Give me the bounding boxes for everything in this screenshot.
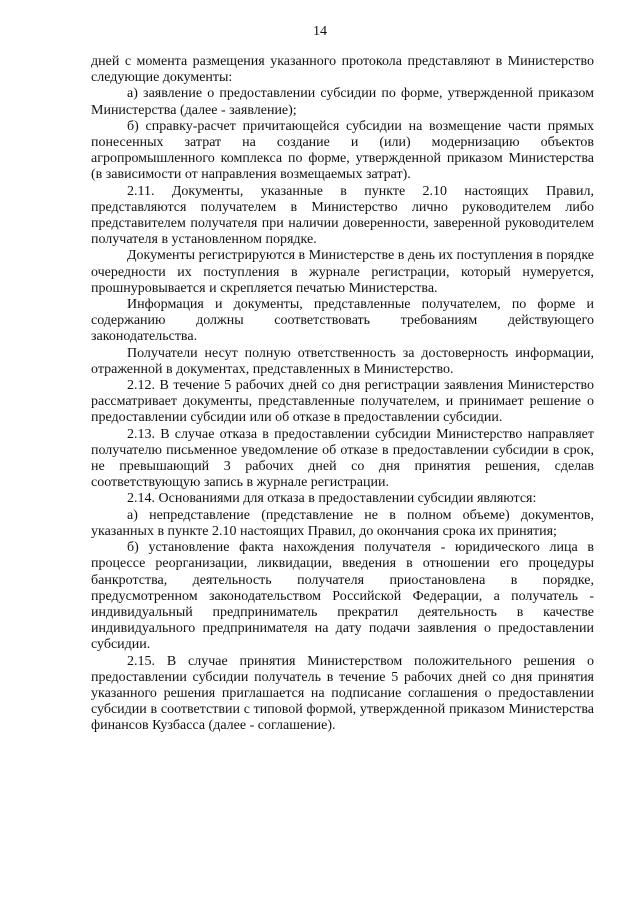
paragraph-information-requirements: Информация и документы, представленные получателем, по форме и содержанию должны соответствовать требованиям действующего законодательства. — [91, 297, 594, 345]
paragraph-2-14-item-a: а) непредставление (представление не в полном объеме) документов, указанных в пункте 2.10 настоящих Правил, до окончания срока их принятия; — [91, 507, 594, 539]
paragraph-2-12: 2.12. В течение 5 рабочих дней со дня регистрации заявления Министерство рассматривает документы, представленные получателем, и принимает решение о предоставлении субсидии или об отказе в предоставлении субсидии. — [91, 378, 594, 426]
paragraph-2-13: 2.13. В случае отказа в предоставлении субсидии Министерство направляет получателю письменное уведомление об отказе в предоставлении субсидии в срок, не превышающий 3 рабочих дней со дня принятия решения, сделав соответствующую запись в журнале регистрации. — [91, 426, 594, 491]
page-number: 14 — [313, 24, 327, 39]
paragraph-registration: Документы регистрируются в Министерстве в день их поступления в порядке очередности их поступления в журнале регистрации, который нумеруется, прошнуровывается и скрепляется печатью Министерства. — [91, 248, 594, 296]
paragraph-2-11: 2.11. Документы, указанные в пункте 2.10 настоящих Правил, представляются получателем в Министерство лично руководителем либо представителем получателя при наличии доверенности, заверенной руководителем получателя в установленном порядке. — [91, 183, 594, 248]
document-body — [91, 54, 594, 735]
paragraph-2-15: 2.15. В случае принятия Министерством положительного решения о предоставлении субсидии получатель в течение 5 рабочих дней со дня принятия указанного решения приглашается на подписание соглашения о предоставлении субсидии в соответствии с типовой формой, утвержденной приказом Министерства финансов Кузбасса (далее - соглашение). — [91, 653, 594, 734]
paragraph-responsibility: Получатели несут полную ответственность за достоверность информации, отраженной в документах, представленных в Министерство. — [91, 345, 594, 377]
paragraph-2-14: 2.14. Основаниями для отказа в предоставлении субсидии являются: — [127, 491, 537, 507]
paragraph-item-a-application: а) заявление о предоставлении субсидии по форме, утвержденной приказом Министерства (далее - заявление); — [91, 86, 594, 118]
paragraph-continuation: дней с момента размещения указанного протокола представляют в Министерство следующие документы: — [91, 54, 594, 86]
paragraph-item-b-calculation: б) справку-расчет причитающейся субсидии на возмещение части прямых понесенных затрат на создание и (или) модернизацию объектов агропромышленного комплекса по форме, утвержденной приказом Министерства (в зависимости от направления возмещаемых затрат). — [91, 118, 594, 183]
paragraph-2-14-item-b: б) установление факта нахождения получателя - юридического лица в процессе реорганизации, ликвидации, введения в отношении его процедуры банкротства, деятельность получателя приостановлена в порядке, предусмотренном законодательством Российской Федерации, а получатель - индивидуальный предприниматель прекратил деятельность в качестве индивидуального предпринимателя на дату подачи заявления о предоставлении субсидии. — [91, 540, 594, 653]
